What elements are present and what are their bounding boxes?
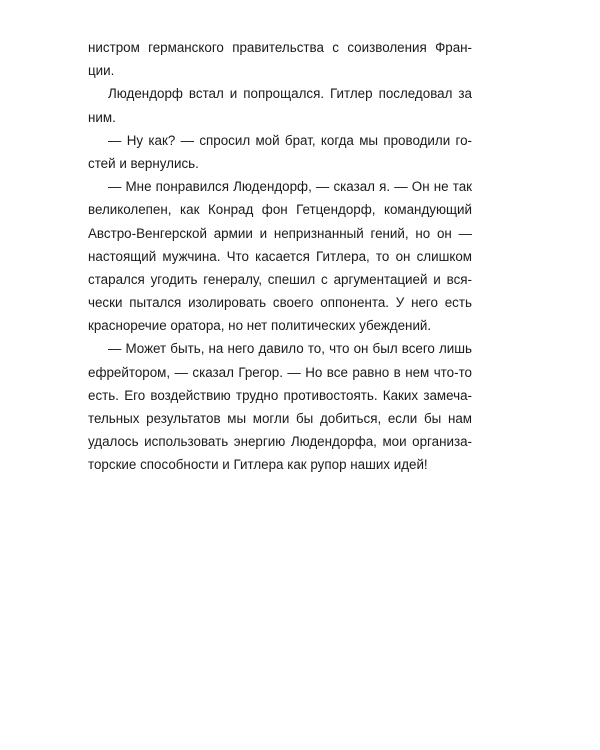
text-line: настоящий мужчина. Что касается Гитлера, то он слишком	[88, 248, 472, 264]
text-line: есть. Его воздействию трудно противостоять. Каких замеча-	[88, 387, 472, 403]
text-line: Людендорф встал и попрощался. Гитлер последовал за	[108, 86, 472, 102]
text-line: удалось использовать энергию Людендорфа, мои организа-	[88, 434, 472, 450]
text-line: ним.	[88, 109, 116, 125]
text-line: тельных результатов мы могли бы добиться, если бы нам	[88, 411, 472, 426]
text-line: стей и вернулись.	[88, 155, 199, 171]
text-line: — Ну как? — спросил мой брат, когда мы проводили го-	[108, 132, 472, 148]
text-line: чески пытался изолировать своего оппонента. У него есть	[88, 295, 472, 311]
text-line: Австро-Венгерской армии и непризнанный гений, но он —	[88, 225, 472, 241]
text-line: ефрейтором, — сказал Грегор. — Но все равно в нем что-то	[88, 364, 472, 380]
text-line: — Может быть, на него давило то, что он был всего лишь	[108, 341, 472, 357]
text-line: великолепен, как Конрад фон Гетцендорф, командующий	[88, 202, 472, 218]
text-line: красноречие оратора, но нет политических убеждений.	[88, 318, 432, 334]
body-text	[88, 36, 472, 477]
text-line: ции.	[88, 63, 115, 79]
text-line: старался угодить генералу, спешил с аргументацией и вся-	[88, 271, 472, 287]
text-line: — Мне понравился Людендорф, — сказал я. — Он не так	[108, 179, 472, 195]
text-line: нистром германского правительства с соизволения Фран-	[88, 40, 472, 55]
text-line: торские способности и Гитлера как рупор наших идей!	[88, 457, 428, 473]
